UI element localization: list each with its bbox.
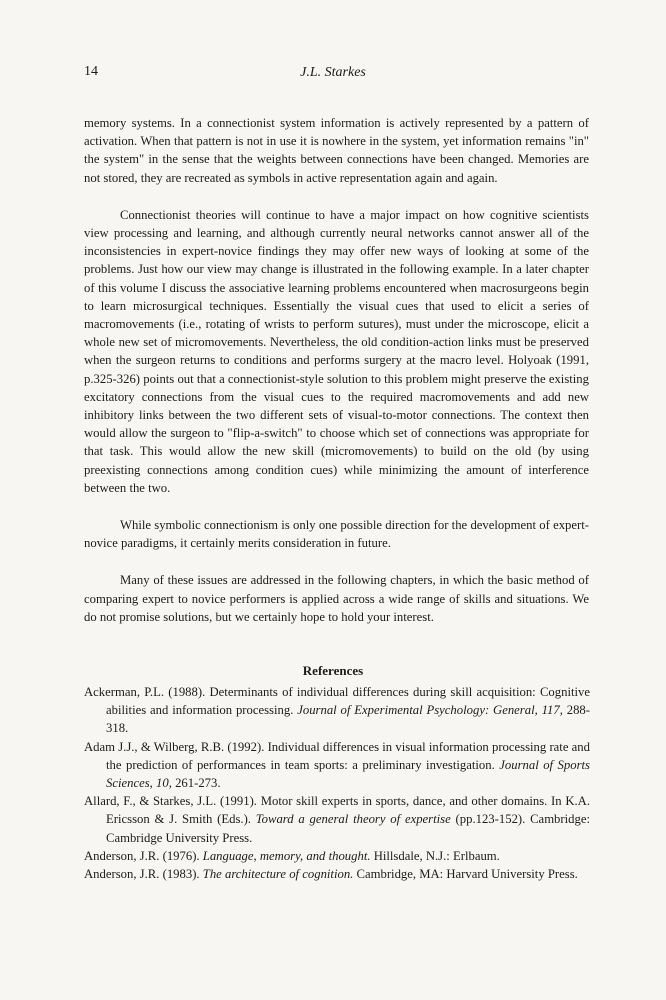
reference-pages: Hillsdale, N.J.: Erlbaum. — [370, 848, 500, 863]
body-paragraph: While symbolic connectionism is only one possible direction for the development of expert-novice paradigms, it certainly merits consideration in future. — [84, 518, 589, 551]
reference-source: Journal of Sports Sciences, 10, — [106, 757, 590, 791]
reference-text: Allard, F., & Starkes, J.L. (1991). Motor skill experts in sports, dance, and other domains. In K.A. Ericsson & J. Smith (Eds.). — [84, 794, 590, 827]
body-paragraph: Connectionist theories will continue to have a major impact on how cognitive scientists view processing and learning, and although currently neural networks cannot answer all of the inconsistencies in expert-novice findings they may offer new ways of looking at some of the problems. Just how our view may change is illustrated in the following example. In a later chapter of this volume I discuss the associative learning problems encountered when macrosurgeons begin to learn microsurgical techniques. Essentially the visual cues that used to elicit a series of macromovements (i.e., rotating of wrists to perform sutures), must under the microscope, elicit a whole new set of micromovements. Nevertheless, the old condition-action links must be preserved when the surgeon returns to conditions and performs surgery at the macro level. Holyoak (1991, p.325-326) points out that a connectionist-style solution to this problem might preserve the existing excitatory connections from the visual cues to the required macromovements and add new inhibitory links between the two different sets of visual-to-motor connections. The context then would allow the surgeon to "flip-a-switch" to choose which set of connections was appropriate for that task. This would allow the new skill (micromovements) to build on the old (by using preexisting connections among condition cues) while minimizing the amount of interference between the two. — [84, 207, 589, 495]
reference-source: Journal of Experimental Psychology: General, 117, — [297, 703, 563, 718]
reference-item — [84, 847, 590, 865]
reference-text: Ackerman, P.L. (1988). Determinants of individual differences during skill acquisition: Cognitive abilities and information processing. — [84, 685, 590, 718]
reference-pages: Cambridge, MA: Harvard University Press. — [353, 867, 578, 882]
reference-item — [84, 738, 590, 793]
reference-item — [84, 865, 590, 883]
reference-source: Toward a general theory of expertise — [255, 812, 451, 827]
reference-pages: 261-273. — [171, 776, 221, 791]
body-paragraph: Many of these issues are addressed in the following chapters, in which the basic method of comparing expert to novice performers is applied across a wide range of skills and situations. We do not promise solutions, but we certainly hope to hold your interest. — [84, 573, 589, 624]
reference-pages: (pp.123-152). Cambridge: Cambridge University Press. — [106, 812, 590, 845]
references-heading: References — [302, 663, 364, 678]
reference-pages: 288-318. — [106, 703, 590, 736]
reference-text: Anderson, J.R. (1976). — [84, 848, 203, 863]
body-text — [84, 114, 589, 645]
reference-source: The architecture of cognition. — [202, 867, 354, 882]
reference-item — [84, 792, 590, 847]
body-paragraph: memory systems. In a connectionist system information is actively represented by a pattern of activation. When that pattern is not in use it is nowhere in the system, yet information remains "in" the system" in the sense that the weights between connections have been changed. Memories are not stored, they are recreated as symbols in active representation again and again. — [84, 116, 589, 185]
references-list — [84, 683, 590, 883]
reference-item — [84, 683, 590, 738]
reference-source: Language, memory, and thought. — [202, 848, 371, 863]
reference-text: Anderson, J.R. (1983). — [84, 867, 203, 882]
page-number: 14 — [84, 64, 98, 79]
reference-text: Adam J.J., & Wilberg, R.B. (1992). Individual differences in visual information processing rate and the prediction of performances in team sports: a preliminary investigation. — [84, 739, 590, 772]
running-title: J.L. Starkes — [300, 65, 366, 80]
